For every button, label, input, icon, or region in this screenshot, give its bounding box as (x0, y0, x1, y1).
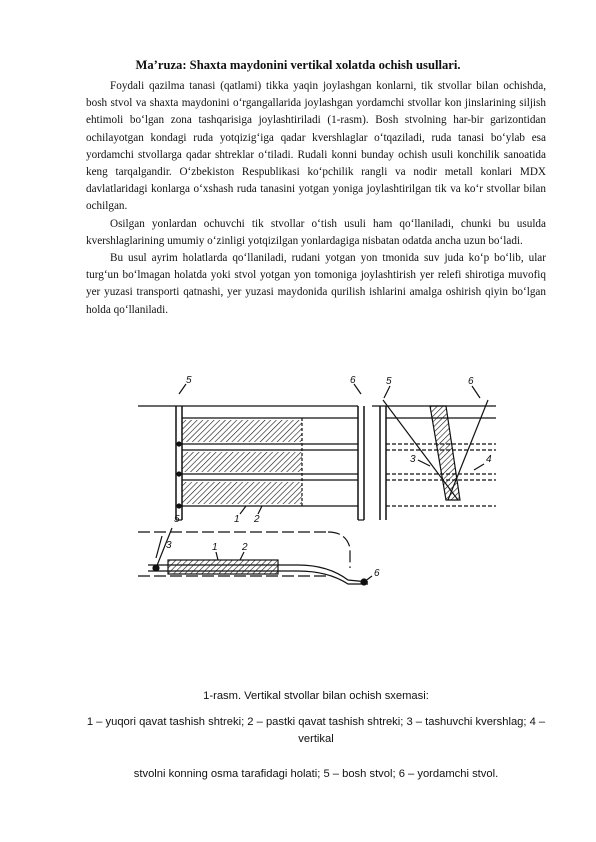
section-diagram (138, 384, 364, 520)
label-4: 4 (486, 454, 492, 465)
label-2-bottom: 2 (242, 542, 248, 553)
figure-caption-legend-cont: stvolni konning osma tarafidagi holati; 5 – bosh stvol; 6 – yordamchi stvol. (133, 768, 499, 780)
cross-section-diagram (372, 386, 496, 520)
page-title: Ma’ruza: Shaxta maydonini vertikal xolatda ochish usullari. (135, 58, 461, 72)
label-1-bottom: 1 (212, 542, 218, 553)
label-3-right: 3 (410, 454, 416, 465)
body-text (86, 78, 546, 319)
label-3-bottom: 3 (166, 540, 172, 551)
figure-caption-legend: 1 – yuqori qavat tashish shtreki; 2 – pastki qavat tashish shtreki; 3 – tashuvchi kvershlag; 4 – vertikal (86, 716, 546, 745)
label-5-right: 5 (386, 376, 392, 387)
figure-mine-shaft-schemes (128, 370, 498, 600)
paragraph-3: Bu usul ayrim holatlarda qo‘llaniladi, rudani yotgan yon tmonida suv juda ko‘p bo‘lib, ular turg‘un bo‘lmagan holatda yoki stvol yotgan yon tomoniga joylashtirish yer relefi shirotiga muvofiq yer yuzasi transporti qatnashi, yer yuzasi maydonida qurilish ishlarini amalga oshirish qiyin bo‘lgan holda qo‘llaniladi. (86, 252, 546, 316)
paragraph-2: Osilgan yonlardan ochuvchi tik stvollar o‘tish usuli ham qo‘llaniladi, chunki bu usulda kvershlaglarining umumiy o‘zinligi yotqizilgan yonlardagiga nisbatan odatda ancha uzun bo‘ladi. (86, 217, 546, 247)
plan-diagram (138, 528, 372, 585)
paragraph-1: Foydali qazilma tanasi (qatlami) tikka yaqin joylashgan konlarni, tik stvollar bilan ochishda, bosh stvol va shaxta maydonini o‘rgangallarida joylashgan yordamchi stvollar kon jinslarining siljish ehtimoli bo‘lgan zona tashqarisiga joylashtiriladi (1-rasm). Bosh stvolning har-bir garizontidan ochilayotgan kondagi ruda yotqizig‘iga qadar kvershlaglar o‘tqaziladi, ruda tanasi bo‘ylab esa yordamchi stvollarga qadar shtreklar o‘tiladi. Rudali konni bunday ochish usuli konchilik sanoatida keng tarqalgandir. O‘zbekiston Respublikasi ko‘pchilik rangli va nodir metall konlari MDX davlatlaridagi konlarga o‘xshash ruda tanasini yotgan yoniga joylashtirilgan tik va ko‘r stvollar bilan ochilgan. (86, 80, 546, 213)
label-6-right: 6 (468, 376, 474, 387)
label-5: 5 (186, 375, 192, 386)
label-1: 1 (234, 514, 240, 525)
label-2: 2 (254, 514, 260, 525)
figure-caption-title: 1-rasm. Vertikal stvollar bilan ochish sxemasi: (203, 690, 429, 702)
label-6-bottom: 6 (374, 568, 380, 579)
label-5-bottom: 5 (174, 514, 180, 525)
label-6: 6 (350, 375, 356, 386)
